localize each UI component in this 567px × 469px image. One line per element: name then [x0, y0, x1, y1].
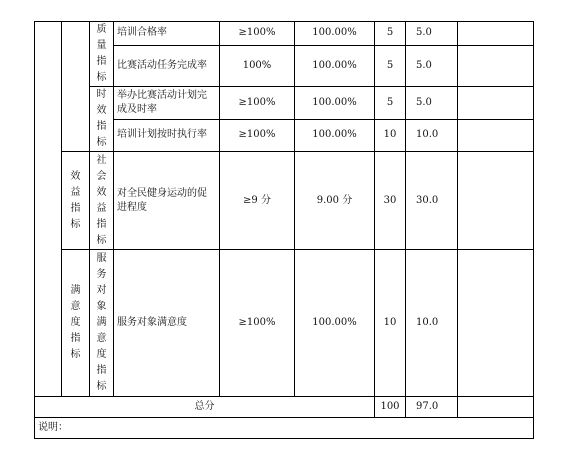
- total-row: [35, 397, 534, 418]
- performance-table: [34, 21, 534, 439]
- target-value: ≥100%: [220, 250, 295, 397]
- score-value: 10.0: [406, 119, 458, 152]
- remark-label: 说明：: [35, 418, 534, 439]
- actual-value: 100.00%: [295, 250, 375, 397]
- remark-row: [35, 418, 534, 439]
- indicator-name: 培训合格率: [114, 22, 220, 46]
- note-cell: [458, 87, 534, 120]
- level3-social-benefit: 社 会 效 益 指 标: [90, 152, 114, 250]
- target-value: ≥100%: [220, 119, 295, 152]
- note-cell: [458, 152, 534, 250]
- note-cell: [458, 250, 534, 397]
- level2-satisfaction: 满 意 度 指 标: [62, 250, 90, 397]
- total-note: [458, 397, 534, 418]
- target-value: ≥100%: [220, 87, 295, 120]
- target-value: ≥100%: [220, 22, 295, 46]
- score-value: 5.0: [406, 87, 458, 120]
- table-row: [35, 152, 534, 250]
- note-cell: [458, 119, 534, 152]
- actual-value: 9.00 分: [295, 152, 375, 250]
- total-label: 总分: [35, 397, 375, 418]
- level3-quality: 质 量 指 标: [90, 22, 114, 87]
- note-cell: [458, 22, 534, 46]
- actual-value: 100.00%: [295, 22, 375, 46]
- note-cell: [458, 45, 534, 86]
- indicator-name: 对全民健身运动的促进程度: [114, 152, 220, 250]
- target-value: 100%: [220, 45, 295, 86]
- actual-value: 100.00%: [295, 119, 375, 152]
- weight-value: 5: [375, 87, 406, 120]
- weight-value: 5: [375, 45, 406, 86]
- weight-value: 10: [375, 119, 406, 152]
- score-value: 5.0: [406, 45, 458, 86]
- target-value: ≥9 分: [220, 152, 295, 250]
- weight-value: 30: [375, 152, 406, 250]
- level1-cell-blank: [35, 22, 62, 397]
- level3-service-satisfaction: 服 务 对 象 满 意 度 指 标: [90, 250, 114, 397]
- actual-value: 100.00%: [295, 87, 375, 120]
- indicator-name: 培训计划按时执行率: [114, 119, 220, 152]
- score-value: 30.0: [406, 152, 458, 250]
- score-value: 10.0: [406, 250, 458, 397]
- table-row: [35, 250, 534, 397]
- weight-value: 5: [375, 22, 406, 46]
- total-weight: 100: [375, 397, 406, 418]
- table-row: [35, 87, 534, 120]
- indicator-name: 举办比赛活动计划完成及时率: [114, 87, 220, 120]
- table-row: [35, 22, 534, 46]
- level3-timeliness: 时 效 指 标: [90, 87, 114, 152]
- level2-benefit: 效 益 指 标: [62, 152, 90, 250]
- level2-cell-blank: [62, 22, 90, 152]
- score-value: 5.0: [406, 22, 458, 46]
- indicator-name: 服务对象满意度: [114, 250, 220, 397]
- total-score: 97.0: [406, 397, 458, 418]
- weight-value: 10: [375, 250, 406, 397]
- indicator-name: 比赛活动任务完成率: [114, 45, 220, 86]
- actual-value: 100.00%: [295, 45, 375, 86]
